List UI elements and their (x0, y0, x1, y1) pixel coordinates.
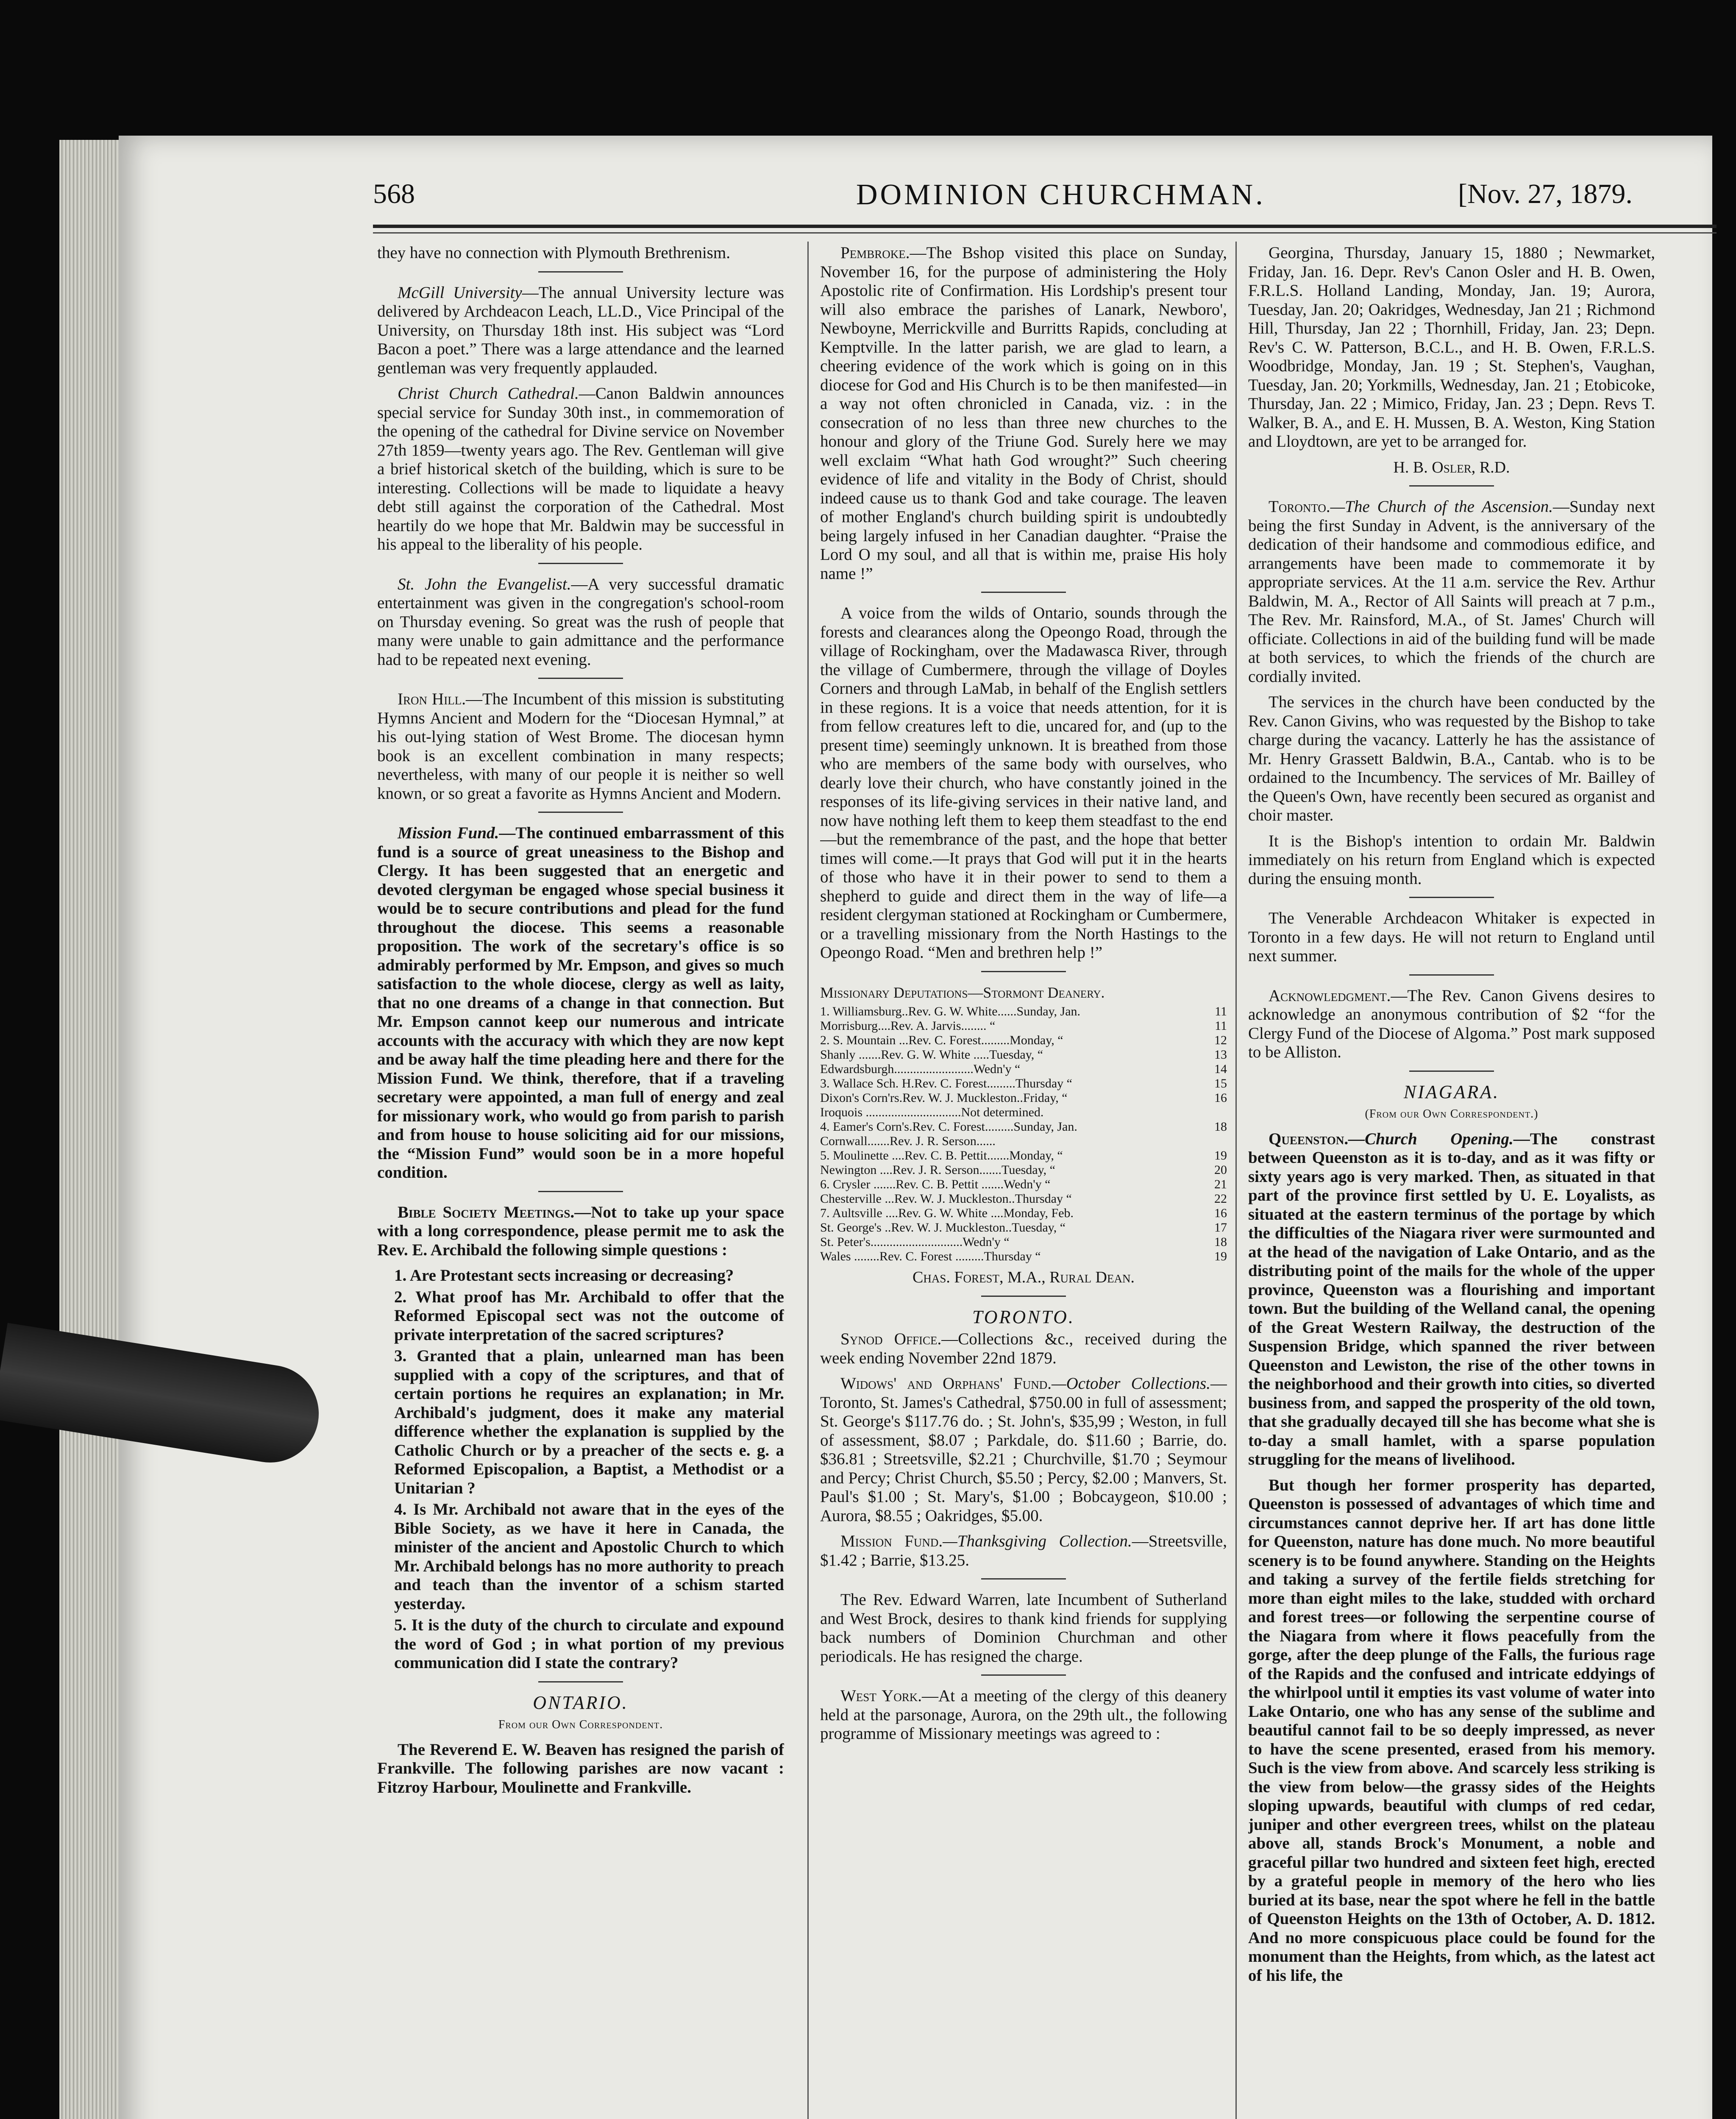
section-sub-niagara: (From our Own Correspondent.) (1365, 1107, 1538, 1121)
body-queenston: —The constrast between Queenston as it is to-day, and as it was fifty or sixty years ago is very marked. Then, as situated in that part of the province first settled by U. E. Loyalists, as situated at the eastern terminus of the portage by which the difficulties of the Niagara river were surmounted and at the head of the navigation of Lake Ontario, and as the distributing point of the mails for the whole of the upper province, Queenston was a flourishing and important town. But the building of the Welland canal, the opening of the Great Western Railway, the destruction of the Suspension Bridge, which spanned the river between Queenston and Lewiston, the rise of the other towns in the neighborhood and their growth into cities, so diverted business from, and sapped the prosperity of the old town, that she gradually decayed till she has become what she is to-day a small hamlet, with a sparse population struggling for the means of livelihood. (1248, 1129, 1655, 1468)
article-whitaker: The Venerable Archdeacon Whitaker is expected in Toronto in a few days. He will not return to England until next summer. (1248, 909, 1655, 965)
deputation-day (1197, 1105, 1227, 1120)
heading-west-york: West York. (840, 1687, 922, 1705)
deputation-row (820, 1076, 1227, 1091)
article-mission-collection (820, 1532, 1227, 1570)
question-list (377, 1266, 784, 1673)
deputation-row (820, 1221, 1227, 1235)
deputation-text: 4. Eamer's Corn's.Rev. C. Forest.........Sunday, Jan. (820, 1120, 1077, 1134)
deputation-day: 22 (1214, 1192, 1227, 1206)
deputation-day: 12 (1214, 1033, 1227, 1047)
heading-toronto: Toronto. (1269, 498, 1330, 516)
article-intention: It is the Bishop's intention to ordain Mr. Baldwin immediately on his return from England which is expected during the ensuing month. (1248, 831, 1655, 888)
header-rule-thin (373, 232, 1717, 234)
deputation-day: 15 (1214, 1076, 1227, 1090)
separator (538, 1681, 623, 1682)
body-toronto: —Sunday next being the first Sunday in Advent, is the anniversary of the dedication of their handsome and commodious edifice, and arrangements have been made to commemorate it by appropriate services. At the 11 a.m. service the Rev. Arthur Baldwin, M. A., Rector of All Saints will preach at 7 p.m., The Rev. Mr. Rainsford, M.A., of St. James' Church will officiate. Collections in aid of the building fund will be made at both services, to which the friends of the church are cordially invited. (1248, 498, 1655, 686)
deputation-row (820, 1134, 1227, 1148)
page-number: 568 (373, 178, 415, 209)
heading-queenston: Queenston. (1269, 1129, 1349, 1148)
section-sub-ontario: From our Own Correspondent. (498, 1718, 663, 1731)
deputation-text: Chesterville ...Rev. W. J. Muckleston..Thursday “ (820, 1192, 1072, 1206)
deputation-row (820, 1048, 1227, 1062)
deputation-text: 2. S. Mountain ...Rev. C. Forest.........Monday, “ (820, 1033, 1063, 1047)
article-acknowledgment (1248, 987, 1655, 1062)
deputation-text: St. George's ..Rev. W. J. Muckleston..Tuesday, “ (820, 1221, 1066, 1235)
deputation-row (820, 1148, 1227, 1163)
heading-st-john: St. John the Evangelist. (398, 575, 571, 593)
article-mcgill (377, 284, 784, 378)
sub-mission-collection: —Thanksgiving Collection. (943, 1532, 1132, 1550)
deputation-row (820, 1192, 1227, 1206)
deputations-title: Missionary Deputations—Stormont Deanery. (820, 984, 1105, 1001)
column-2 (820, 244, 1227, 2119)
deputation-row (820, 1120, 1227, 1134)
body-st-john: —A very successful dramatic entertainment was given in the congregation's school-room on Thursday evening. So great was the rush of people that many were unable to gain admittance and the performance had to be repeated next evening. (377, 575, 784, 669)
body-synod: —Collections &c., received during the week ending November 22nd 1879. (820, 1330, 1227, 1367)
body-bible-society: —Not to take up your space with a long correspondence, please permit me to ask the Rev. E. Archibald the following simple questions : (377, 1203, 784, 1259)
article-toronto-ascension (1248, 498, 1655, 686)
deputation-day: 11 (1215, 1004, 1227, 1018)
deputation-text: 3. Wallace Sch. H.Rev. C. Forest.........Thursday “ (820, 1076, 1072, 1090)
heading-mission-fund: Mission Fund. (398, 824, 499, 842)
section-title-toronto: TORONTO. (972, 1306, 1075, 1327)
article-iron-hill (377, 690, 784, 803)
deputation-text: St. Peter's.............................Wedn'y “ (820, 1235, 1010, 1249)
deputation-day: 17 (1214, 1221, 1227, 1235)
deputations-signature: Chas. Forest, M.A., Rural Dean. (912, 1268, 1135, 1286)
deputation-text: Shanly .......Rev. G. W. White .....Tuesday, “ (820, 1048, 1043, 1062)
separator (981, 971, 1066, 972)
separator (981, 1578, 1066, 1580)
deputation-day: 13 (1214, 1048, 1227, 1062)
article-christ-church (377, 384, 784, 554)
body-iron-hill: —The Incumbent of this mission is substituting Hymns Ancient and Modern for the “Diocesan Hymnal,” at his out-lying station of West Brome. The diocesan hymn book is an excellent combination in many respects; nevertheless, with many of our people it is neither so well known, or so great a favorite as Hymns Ancient and Modern. (377, 690, 784, 803)
heading-widows: Widows' and Orphans' Fund. (840, 1374, 1052, 1393)
issue-date: [Nov. 27, 1879. (1458, 178, 1633, 209)
deputation-day (1197, 1134, 1227, 1148)
body-mission-collection: —Streetsville, $1.42 ; Barrie, $13.25. (820, 1532, 1227, 1569)
article-st-john (377, 575, 784, 670)
deputation-day: 19 (1214, 1249, 1227, 1263)
body-pembroke: —The Bshop visited this place on Sunday, November 16, for the purpose of administering the Holy Apostolic rite of Confirmation. His Lordship's present tour will also embrace the parishes of Lanark, Newboro', Newboyne, Merrickville and Burritts Rapids, concluding at Kemptville. In the latter parish, we are glad to learn, a cheering evidence of the work which is going on in this diocese for God and His Church is to be then manifested—in a way not often chronicled in Canada, viz. : in the consecration of no less than three new churches to the honour and glory of the Triune God. Surely here we may well exclaim “What hath God wrought?” Such cheering evidence of life and vitality in the Body of Christ, should indeed cause us to thank God and take courage. The leaven of mother England's church building spirit is undoubtedly being largely infused in her Canadian daughter. “Praise the Lord O my soul, and all that is within me, praise His holy name !” (820, 244, 1227, 583)
deputation-text: Morrisburg....Rev. A. Jarvis........ “ (820, 1019, 996, 1033)
heading-acknowledgment: Acknowledgment. (1269, 986, 1391, 1005)
deputation-row (820, 1033, 1227, 1048)
deputation-day: 16 (1214, 1206, 1227, 1220)
body-mission-fund: —The continued embarrassment of this fund is a source of great uneasiness to the Bishop and Clergy. It has been suggested that an energetic and devoted clergyman be engaged whose special business it would be to secure contributions and plead for the fund throughout the diocese. This seems a reasonable proposition. The work of the secretary's office is so admirably performed by Mr. Empson, and gives so much satisfaction to the whole diocese, clergy as well as laity, that no one dreams of a change in that connection. But Mr. Empson cannot keep our numerous and intricate accounts with the accuracy with which they are now kept and be away half the time pleading here and there for the Mission Fund. We think, therefore, that if a traveling secretary were appointed, a man full of energy and zeal for missionary work, who would go from parish to parish and from house to house soliciting aid for our missions, the “Mission Fund” would soon be in a more hopeful condition. (377, 824, 784, 1182)
deputation-row (820, 1091, 1227, 1105)
deputation-row (820, 1062, 1227, 1076)
sub-widows: —October Collections. (1051, 1374, 1210, 1393)
paragraph-plymouth: they have no connection with Plymouth Brethrenism. (377, 244, 730, 262)
body-mcgill: —The annual University lecture was delivered by Archdeacon Leach, LL.D., Vice Principal of the University, on Thursday 18th inst. His subject was “Lord Bacon a poet.” There was a large attendance and the learned gentleman was very frequently applauded. (377, 283, 784, 377)
deputation-day: 14 (1214, 1062, 1227, 1076)
heading-christ-church: Christ Church Cathedral. (398, 384, 579, 403)
separator (981, 1674, 1066, 1676)
body-acknowledgment: —The Rev. Canon Givens desires to acknowledge an anonymous contribution of $2 “for the Clergy Fund of the Diocese of Algoma.” Post mark supposed to be Alliston. (1248, 986, 1655, 1061)
heading-pembroke: Pembroke. (840, 244, 910, 262)
question-5: 5. It is the duty of the church to circulate and expound the word of God ; in what portion of my previous communication did I state the contrary? (394, 1616, 784, 1672)
deputation-row (820, 1206, 1227, 1221)
separator (1409, 1071, 1494, 1072)
article-mission-fund (377, 824, 784, 1182)
body-west-york: —At a meeting of the clergy of this deanery held at the parsonage, Aurora, on the 29th ult., the following programme of Missionary meetings was agreed to : (820, 1687, 1227, 1743)
deputation-text: Wales ........Rev. C. Forest .........Thursday “ (820, 1249, 1041, 1263)
separator (538, 678, 623, 679)
deputation-day: 18 (1214, 1120, 1227, 1134)
section-title-ontario: ONTARIO. (533, 1692, 629, 1713)
separator (1409, 974, 1494, 976)
deputation-text: 5. Moulinette ....Rev. C. B. Pettit.......Monday, “ (820, 1148, 1063, 1162)
deputation-day: 11 (1215, 1019, 1227, 1033)
deputation-text: Edwardsburgh.........................Wedn'y “ (820, 1062, 1021, 1076)
georgina-signature: H. B. Osler, R.D. (1393, 458, 1510, 476)
deputations-list (820, 1004, 1227, 1264)
body-widows: —Toronto, St. James's Cathedral, $750.00 in full of assessment; St. George's $117.76 do. ; St. John's, $35,99 ; Weston, in full of assessment, $8.07 ; Parkdale, do. $11.60 ; Barrie, do. $36.81 ; Streetsville, $2.21 ; Churchville, $1.70 ; Seymour and Percy; Christ Church, $5.50 ; Percy, $2.00 ; Manvers, St. Paul's $1.00 ; St. Mary's, $1.00 ; Bobcaygeon, $10.00 ; Aurora, $8.55 ; Oakridges, $5.00. (820, 1374, 1227, 1525)
separator (981, 1296, 1066, 1297)
column-1 (377, 244, 784, 2119)
separator (1409, 485, 1494, 487)
deputation-day: 18 (1214, 1235, 1227, 1249)
deputation-row (820, 1163, 1227, 1177)
article-georgina: Georgina, Thursday, January 15, 1880 ; Newmarket, Friday, Jan. 16. Depr. Rev's Canon Osler and H. B. Owen, F.R.L.S. Holland Landing, Monday, Jan. 19; Aurora, Tuesday, Jan. 20; Oakridges, Wednesday, Jan 21 ; Richmond Hill, Thursday, Jan 22 ; Thornhill, Friday, Jan. 23; Depn. Rev's C. W. Patterson, B.C.L., and H. B. Owen, F.R.L.S. Woodbridge, Monday, Jan. 19 ; St. Stephen's, Vaughan, Tuesday, Jan. 20; Yorkmills, Wednesday, Jan. 21 ; Etobicoke, Thursday, Jan. 22 ; Mimico, Friday, Jan. 23 ; Depn. Revs T. Walker, B. A., and E. H. Mussen, B. A. Weston, King Station and Lloydtown, are yet to be arranged for. (1248, 244, 1655, 450)
article-ontario: The Reverend E. W. Beaven has resigned the parish of Frankville. The following parishes are now vacant : Fitzroy Harbour, Moulinette and Frankville. (377, 1740, 784, 1796)
article-bible-society (377, 1203, 784, 1260)
deputation-text: Dixon's Corn'rs.Rev. W. J. Muckleston..Friday, “ (820, 1091, 1068, 1105)
deputation-row (820, 1249, 1227, 1264)
separator (538, 271, 623, 273)
article-warren: The Rev. Edward Warren, late Incumbent of Sutherland and West Brock, desires to thank kind friends for supplying back numbers of Dominion Churchman and other periodicals. He has resigned the charge. (820, 1591, 1227, 1666)
heading-iron-hill: Iron Hill. (398, 690, 466, 708)
heading-bible-society: Bible Society Meetings. (398, 1203, 575, 1221)
heading-mcgill: McGill University (398, 283, 522, 302)
article-queenston-view: But though her former prosperity has departed, Queenston is possessed of advantages of which time and circumstances cannot deprive her. If art has done little for Queenston, nature has done much. No more beautiful scenery is to be found anywhere. Standing on the Heights and taking a survey of the fertile fields stretching for more than eight miles to the lake, studded with orchard and forest trees—or following the serpentine course of the Niagara from where it flows peacefully from the gorge, after the deep plunge of the Falls, the furious rage of the Rapids and the confused and intricate eddyings of the whirlpool until it empties its vast volume of water into Lake Ontario, one who has any sense of the sublime and beautiful cannot fail to be so deeply impressed, as never to have the scene presented, erased from his memory. Such is the view from above. And scarcely less striking is the view from below—the grassy sides of the Heights sloping upwards, beautiful with clumps of red cedar, juniper and other evergreen trees, whilst on the plateau above all, stands Brock's Monument, a noble and graceful pillar two hundred and sixteen feet high, erected by a grateful people in memory of the hero who lies buried at its base, near the spot where he fell in the battle of Queenston Heights on the 13th of October, A. D. 1812. And no more conspicuous place could be found for the monument than the Heights, from which, as the latest act of his life, the (1248, 1476, 1655, 1985)
separator (1409, 897, 1494, 898)
deputation-day: 21 (1214, 1177, 1227, 1191)
separator (538, 1191, 623, 1192)
heading-mission-collection: Mission Fund. (840, 1532, 943, 1550)
column-rule-2 (1235, 242, 1237, 2119)
article-services: The services in the church have been conducted by the Rev. Canon Givins, who was requested by the Bishop to take charge during the vacancy. Latterly he has the assistance of Mr. Henry Grassett Baldwin, B.A., Cantab. who is to be ordained to the Incumbency. The services of Mr. Bailley of the Queen's Own, have recently been secured as organist and choir master. (1248, 693, 1655, 824)
deputation-text: 1. Williamsburg..Rev. G. W. White......Sunday, Jan. (820, 1004, 1081, 1018)
deputation-row (820, 1004, 1227, 1019)
question-3: 3. Granted that a plain, unlearned man has been supplied with a copy of the scriptures, and that of certain portions he requires an explanation; in Mr. Archibald's judgment, does it make any material difference whether the explanation is supplied by the Catholic Church or by a preacher of the sects e. g. a Reformed Episcopalion, a Baptist, a Methodist or a Unitarian ? (394, 1347, 784, 1497)
sub-queenston: —Church Opening. (1348, 1129, 1513, 1148)
deputation-text: 6. Crysler .......Rev. C. B. Pettit .......Wedn'y “ (820, 1177, 1051, 1191)
journal-title: DOMINION CHURCHMAN. (856, 178, 1266, 211)
separator (981, 592, 1066, 593)
article-widows (820, 1374, 1227, 1525)
deputation-day: 16 (1214, 1091, 1227, 1105)
deputation-day: 20 (1214, 1163, 1227, 1177)
sub-toronto: —The Church of the Ascension. (1330, 498, 1553, 516)
column-rule-1 (807, 242, 809, 2119)
header-rule (373, 225, 1717, 228)
book-page-edges (59, 140, 123, 2119)
page-header (373, 174, 1729, 225)
question-4: 4. Is Mr. Archibald not aware that in the eyes of the Bible Society, as we have it here in Canada, the minister of the ancient and Apostolic Church to which Mr. Archibald belongs has no more authority to preach and teach than the inventor of a schism started yesterday. (394, 1500, 784, 1613)
separator (538, 812, 623, 813)
question-1: 1. Are Protestant sects increasing or decreasing? (394, 1266, 734, 1285)
column-3 (1248, 244, 1655, 2119)
deputation-row (820, 1235, 1227, 1249)
article-synod (820, 1330, 1227, 1368)
heading-synod: Synod Office. (840, 1330, 942, 1348)
body-christ-church: —Canon Baldwin announces special service for Sunday 30th inst., in commemoration of the opening of the cathedral for Divine service on November 27th 1859—twenty years ago. The Rev. Gentleman will give a brief historical sketch of the building, which is sure to be interesting. Collections will be made to liquidate a heavy debt still against the corporation of the Cathedral. Most heartily do we hope that Mr. Baldwin may be successful in his appeal to the liberality of his people. (377, 384, 784, 553)
question-2: 2. What proof has Mr. Archibald to offer that the Reformed Episcopal sect was not the outcome of private interpretation of the sacred scriptures? (394, 1288, 784, 1344)
deputation-row (820, 1177, 1227, 1192)
article-west-york (820, 1687, 1227, 1744)
deputation-text: Cornwall.......Rev. J. R. Serson...... (820, 1134, 996, 1148)
deputation-text: 7. Aultsville ....Rev. G. W. White ....Monday, Feb. (820, 1206, 1074, 1220)
separator (538, 563, 623, 564)
article-queenston (1248, 1130, 1655, 1469)
deputation-text: Newington ....Rev. J. R. Serson.......Tuesday, “ (820, 1163, 1055, 1177)
section-title-niagara: NIAGARA. (1403, 1081, 1500, 1102)
deputation-text: Iroquois ..............................Not determined. (820, 1105, 1044, 1119)
article-voice: A voice from the wilds of Ontario, sounds through the forests and clearances along the Opeongo Road, through the village of Rockingham, over the Madawasca River, through the village of Cumbermere, through the village of Doyles Corners and through LaMab, in behalf of the English settlers in these regions. It is a voice that needs attention, for it is from fellow creatures left to die, uncared for, and (up to the present time) seemingly unknown. It is breathed from those who are members of the same body with ourselves, who dearly love their church, who have constantly joined in the responses of its life-giving services in their native land, and now have nothing left them to keep them steadfast to the end—but the remembrance of the past, and the hope that better times will come.—It prays that God will put it in the hearts of those who have it in their power to send to them a shepherd to guide and direct them in the way of life—a resident clergyman stationed at Rockingham or Cumbermere, or a travelling missionary from the North Hastings to the Opeongo Road. “Men and brethren help !” (820, 604, 1227, 962)
deputation-row (820, 1105, 1227, 1120)
deputation-row (820, 1019, 1227, 1033)
article-pembroke (820, 244, 1227, 583)
deputation-day: 19 (1214, 1148, 1227, 1162)
